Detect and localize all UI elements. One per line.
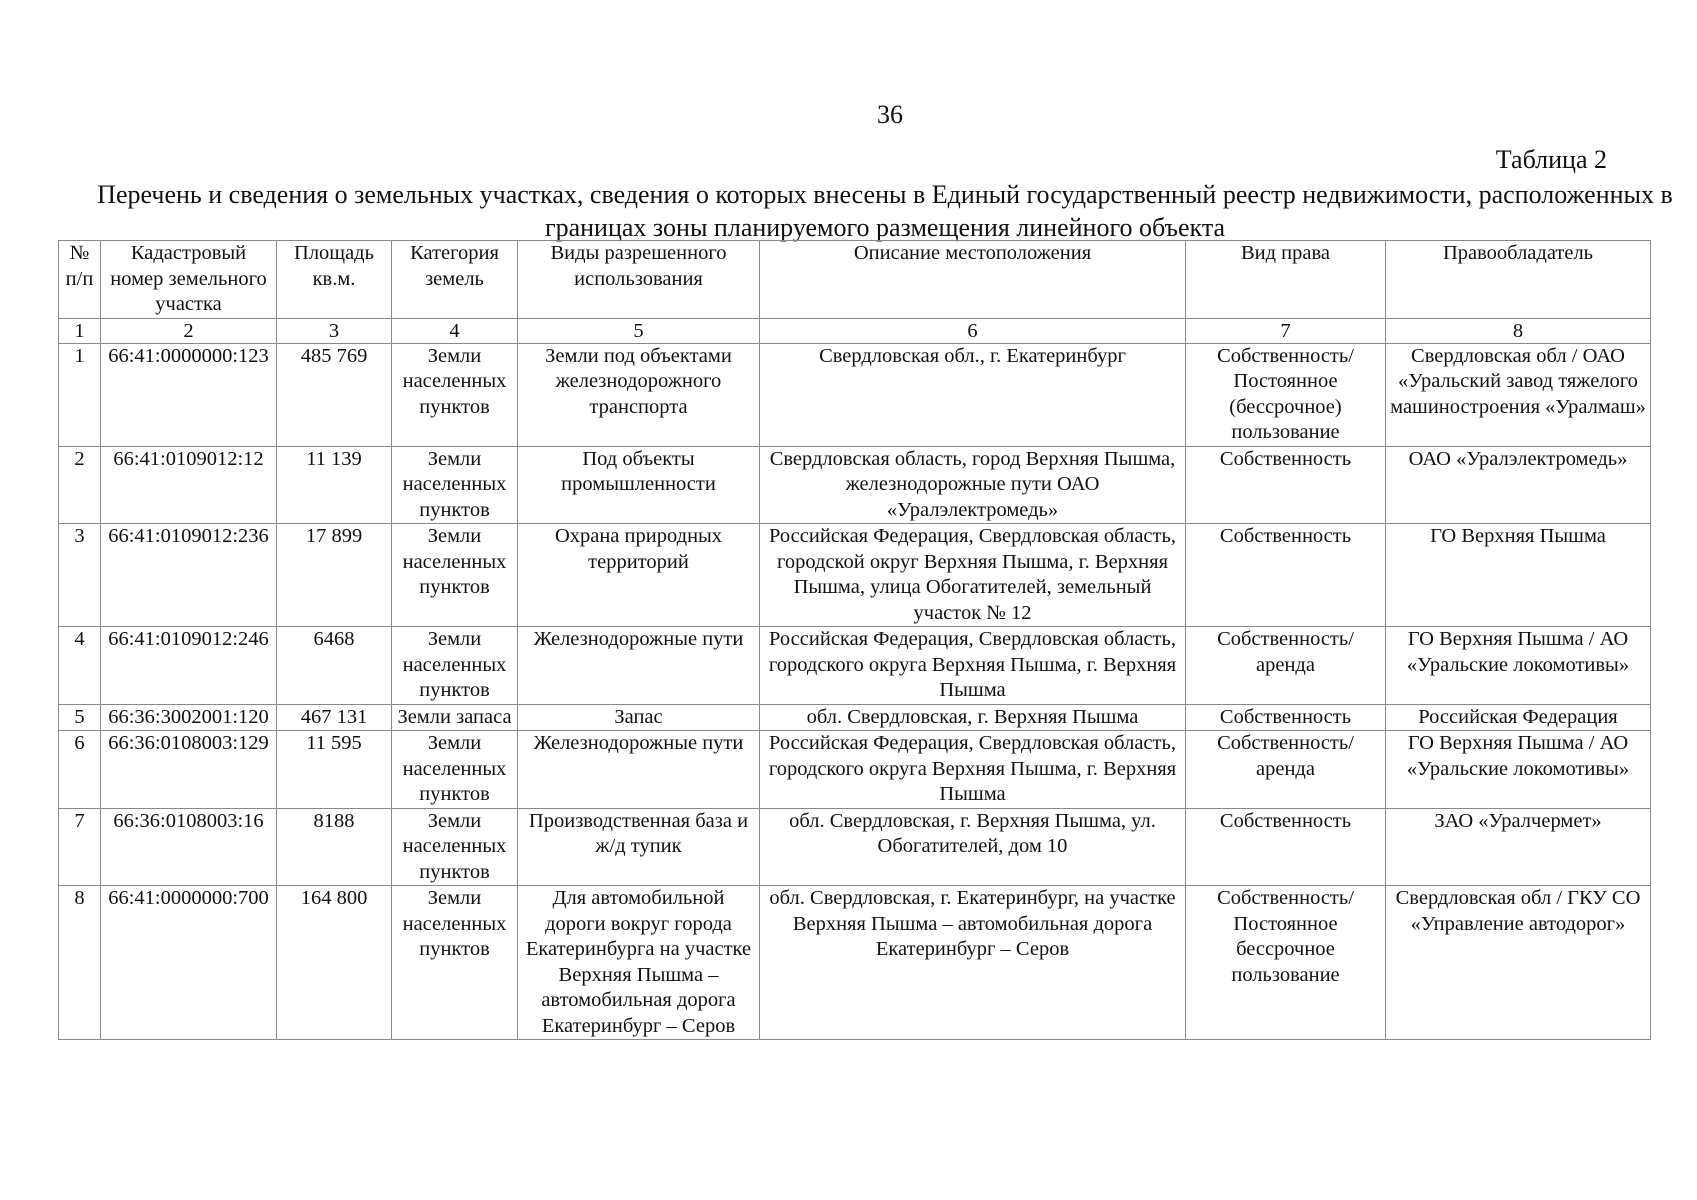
right-holder-cell: Российская Федерация [1386, 704, 1651, 731]
area-cell: 17 899 [277, 524, 392, 627]
right-holder-cell: ГО Верхняя Пышма / АО «Уральские локомотивы» [1386, 731, 1651, 809]
right-holder-cell: ГО Верхняя Пышма / АО «Уральские локомотивы» [1386, 627, 1651, 705]
permitted-use-cell: Для автомобильной дороги вокруг города Екатеринбурга на участке Верхняя Пышма – автомобильная дорога Екатеринбург – Серов [518, 886, 760, 1040]
permitted-use-cell: Под объекты промышленности [518, 446, 760, 524]
table-row [59, 704, 1651, 731]
column-number: 4 [392, 318, 518, 343]
row-number-cell: 3 [59, 524, 101, 627]
land-category-cell: Земли населенных пунктов [392, 524, 518, 627]
cadastral-number-cell: 66:36:3002001:120 [101, 704, 277, 731]
header-cell: Кадастровый номер земельного участка [101, 241, 277, 319]
header-cell: Вид права [1186, 241, 1386, 319]
column-number: 5 [518, 318, 760, 343]
location-description-cell: Свердловская область, город Верхняя Пышма, железнодорожные пути ОАО «Уралэлектромедь» [760, 446, 1186, 524]
page-number: 36 [877, 100, 903, 129]
area-cell: 485 769 [277, 343, 392, 446]
column-number: 8 [1386, 318, 1651, 343]
location-description-cell: Свердловская обл., г. Екатеринбург [760, 343, 1186, 446]
row-number-cell: 4 [59, 627, 101, 705]
land-category-cell: Земли населенных пунктов [392, 808, 518, 886]
location-description-cell: Российская Федерация, Свердловская область, городской округ Верхняя Пышма, г. Верхняя Пышма, улица Обогатителей, земельный участок № 12 [760, 524, 1186, 627]
area-cell: 8188 [277, 808, 392, 886]
land-category-cell: Земли населенных пунктов [392, 731, 518, 809]
table-row [59, 343, 1651, 446]
location-description-cell: обл. Свердловская, г. Верхняя Пышма [760, 704, 1186, 731]
row-number-cell: 7 [59, 808, 101, 886]
land-category-cell: Земли запаса [392, 704, 518, 731]
cadastral-number-cell: 66:41:0109012:12 [101, 446, 277, 524]
area-cell: 467 131 [277, 704, 392, 731]
table-label: Таблица 2 [1495, 145, 1607, 174]
header-cell: № п/п [59, 241, 101, 319]
row-number-cell: 5 [59, 704, 101, 731]
column-number: 7 [1186, 318, 1386, 343]
area-cell: 6468 [277, 627, 392, 705]
header-cell: Площадь кв.м. [277, 241, 392, 319]
row-number-cell: 6 [59, 731, 101, 809]
table-body [59, 318, 1651, 1040]
area-cell: 11 139 [277, 446, 392, 524]
cadastral-number-cell: 66:41:0000000:700 [101, 886, 277, 1040]
column-number: 6 [760, 318, 1186, 343]
location-description-cell: обл. Свердловская, г. Верхняя Пышма, ул. Обогатителей, дом 10 [760, 808, 1186, 886]
land-category-cell: Земли населенных пунктов [392, 446, 518, 524]
permitted-use-cell: Железнодорожные пути [518, 627, 760, 705]
right-type-cell: Собственность [1186, 524, 1386, 627]
header-cell: Категория земель [392, 241, 518, 319]
area-cell: 164 800 [277, 886, 392, 1040]
right-holder-cell: ГО Верхняя Пышма [1386, 524, 1651, 627]
right-holder-cell: ОАО «Уралэлектромедь» [1386, 446, 1651, 524]
column-number: 1 [59, 318, 101, 343]
document-heading: Перечень и сведения о земельных участках, сведения о которых внесены в Единый государственный реестр недвижимости, расположенных в границах зоны планируемого размещения линейного объекта [97, 180, 1673, 242]
location-description-cell: Российская Федерация, Свердловская область, городского округа Верхняя Пышма, г. Верхняя Пышма [760, 627, 1186, 705]
cadastral-number-cell: 66:36:0108003:16 [101, 808, 277, 886]
row-number-cell: 2 [59, 446, 101, 524]
right-type-cell: Собственность [1186, 704, 1386, 731]
header-cell: Описание местоположения [760, 241, 1186, 319]
table-row [59, 886, 1651, 1040]
right-holder-cell: ЗАО «Уралчермет» [1386, 808, 1651, 886]
right-type-cell: Собственность/ аренда [1186, 627, 1386, 705]
land-category-cell: Земли населенных пунктов [392, 627, 518, 705]
permitted-use-cell: Железнодорожные пути [518, 731, 760, 809]
table-header-row [59, 241, 1651, 319]
permitted-use-cell: Запас [518, 704, 760, 731]
permitted-use-cell: Земли под объектами железнодорожного транспорта [518, 343, 760, 446]
right-type-cell: Собственность/ Постоянное (бессрочное) пользование [1186, 343, 1386, 446]
column-number: 2 [101, 318, 277, 343]
cadastral-number-cell: 66:36:0108003:129 [101, 731, 277, 809]
table-row [59, 524, 1651, 627]
right-type-cell: Собственность [1186, 808, 1386, 886]
table-row [59, 731, 1651, 809]
right-type-cell: Собственность/ Постоянное бессрочное пользование [1186, 886, 1386, 1040]
right-type-cell: Собственность/ аренда [1186, 731, 1386, 809]
right-holder-cell: Свердловская обл / ОАО «Уральский завод тяжелого машиностроения «Уралмаш» [1386, 343, 1651, 446]
table-row [59, 627, 1651, 705]
permitted-use-cell: Производственная база и ж/д тупик [518, 808, 760, 886]
header-cell: Правообладатель [1386, 241, 1651, 319]
land-category-cell: Земли населенных пунктов [392, 886, 518, 1040]
cadastral-number-cell: 66:41:0000000:123 [101, 343, 277, 446]
row-number-cell: 8 [59, 886, 101, 1040]
row-number-cell: 1 [59, 343, 101, 446]
cadastral-number-cell: 66:41:0109012:236 [101, 524, 277, 627]
area-cell: 11 595 [277, 731, 392, 809]
right-type-cell: Собственность [1186, 446, 1386, 524]
column-number-row [59, 318, 1651, 343]
column-number: 3 [277, 318, 392, 343]
cadastral-number-cell: 66:41:0109012:246 [101, 627, 277, 705]
header-cell: Виды разрешенного использования [518, 241, 760, 319]
right-holder-cell: Свердловская обл / ГКУ СО «Управление автодорог» [1386, 886, 1651, 1040]
land-category-cell: Земли населенных пунктов [392, 343, 518, 446]
location-description-cell: обл. Свердловская, г. Екатеринбург, на участке Верхняя Пышма – автомобильная дорога Екатеринбург – Серов [760, 886, 1186, 1040]
land-plots-table [58, 240, 1651, 1040]
table-row [59, 446, 1651, 524]
table-row [59, 808, 1651, 886]
permitted-use-cell: Охрана природных территорий [518, 524, 760, 627]
location-description-cell: Российская Федерация, Свердловская область, городского округа Верхняя Пышма, г. Верхняя Пышма [760, 731, 1186, 809]
